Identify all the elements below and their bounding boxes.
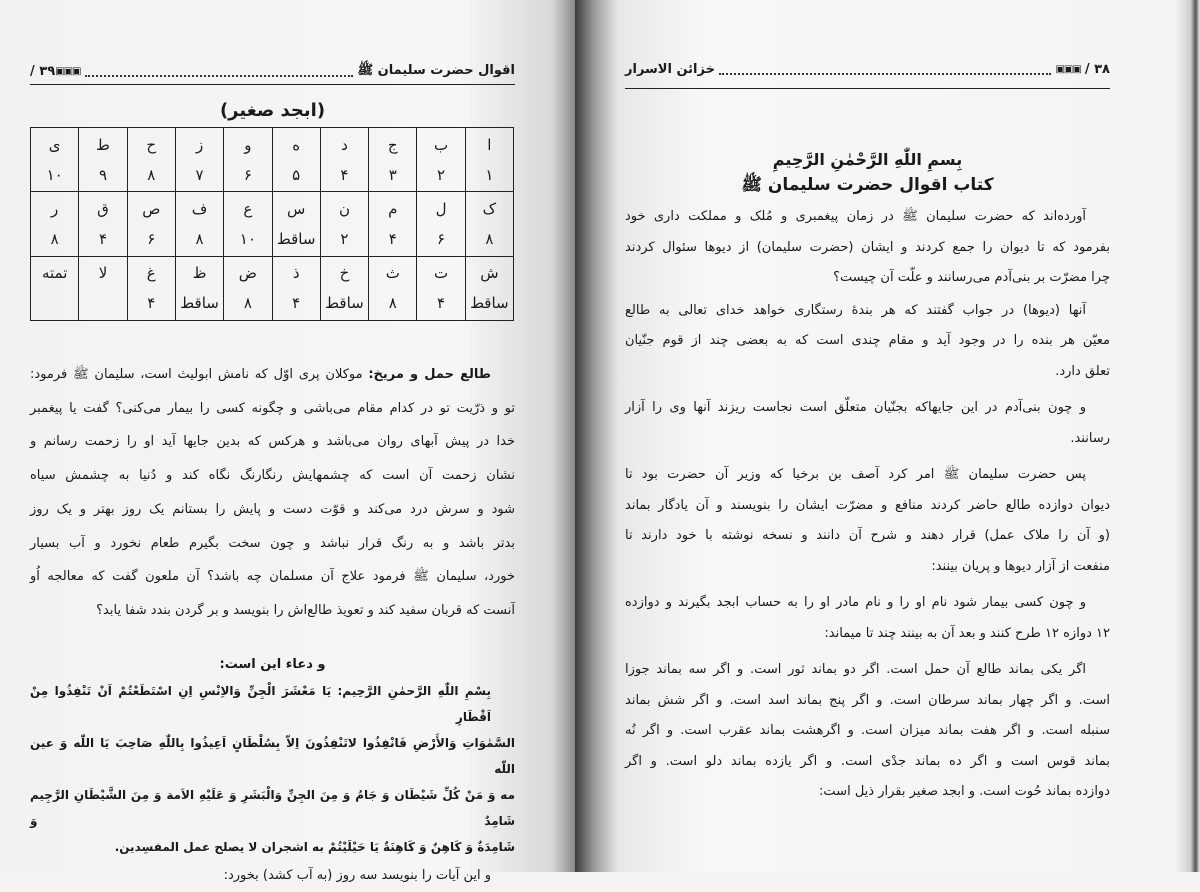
running-title: اقوال حضرت سلیمان ﷺ bbox=[357, 63, 515, 78]
text-line: آنها (دیوها) در جواب گفتند که هر بندهٔ رستگاری خواهد خدای تعالی به طالع bbox=[625, 302, 1086, 318]
paragraph-lead: طالع حمل و مریخ: bbox=[368, 367, 491, 382]
abjad-letter: س bbox=[287, 199, 306, 218]
abjad-letter: د bbox=[341, 135, 348, 154]
abjad-letter: ک bbox=[482, 199, 497, 218]
table-row bbox=[31, 128, 514, 192]
table-cell bbox=[31, 128, 79, 192]
table-cell bbox=[320, 256, 368, 320]
text-line: آورده‌اند که حضرت سلیمان ﷺ در زمان پیغمبری و مُلک و مملکت داری خود bbox=[625, 209, 1086, 224]
abjad-value: ۶ bbox=[147, 229, 156, 248]
abjad-value: ۶ bbox=[437, 229, 446, 248]
table-cell bbox=[272, 128, 320, 192]
dua-line: مه وَ مَنْ کُلِّ شَیْطَان وَ جَامُ وَ مِنَ الجِنِّ وَالْبَشَرِ وَ عَلَیْهِ الاَمة وَ مِنَ الشَّیْطَانِ الرَّجِیم شَامِدٌ وَ bbox=[30, 788, 515, 828]
text-line: رسانند. bbox=[1070, 430, 1110, 446]
table-cell bbox=[465, 128, 513, 192]
table-cell bbox=[465, 256, 513, 320]
abjad-value: ۱۰ bbox=[46, 165, 63, 184]
table-cell bbox=[417, 256, 465, 320]
table-cell bbox=[320, 192, 368, 256]
table-cell bbox=[224, 192, 272, 256]
paragraph bbox=[625, 296, 1110, 388]
text-line: اگر یکی بماند طالع آن حمل است. اگر دو بماند ثور است. و اگر سه بماند جوزا bbox=[625, 662, 1086, 677]
dua-line: بِسْمِ اللّٰهِ الرَّحمٰنِ الرَّحِیم: یَا مَعْشَرَ الْجِنِّ وَالاِنْسِ اِنِ اسْتَطَعْتُمْ اَنْ تَنْفِذُوا مِنْ اَقْطَارِ bbox=[30, 684, 491, 724]
page-number: ۳۸ / bbox=[1084, 62, 1110, 77]
text-line: تو و ذرّیت تو در کدام مقام می‌باشی و چگونه کسی را بیمار می‌کنی؟ گفت یا پیغمبر bbox=[30, 400, 515, 416]
text-line: بفرمود که تا دیوان را جمع کردند و ایشان (حضرت سلیمان) از دیوها سئوال کردند bbox=[625, 239, 1110, 255]
abjad-letter: ط bbox=[96, 135, 110, 154]
table-cell bbox=[369, 192, 417, 256]
abjad-letter: و bbox=[244, 135, 252, 154]
paragraph bbox=[625, 460, 1110, 582]
ornament-icon: ▣▣▣ bbox=[1055, 64, 1081, 75]
text-line: خدا در پیش آبهای روان می‌باشد و هرکس که بدین جایها آید او را زحمت رسانم و bbox=[30, 434, 515, 450]
table-cell bbox=[320, 128, 368, 192]
right-body-text bbox=[625, 202, 1110, 810]
table-cell bbox=[417, 192, 465, 256]
abjad-value: ۲ bbox=[340, 229, 349, 248]
text-line: پس حضرت سلیمان ﷺ امر کرد آصف بن برخیا که وزیر آن حضرت بود تا bbox=[625, 467, 1086, 482]
dua-intro: و دعاء این است: bbox=[219, 657, 326, 672]
abjad-value: ۴ bbox=[98, 229, 107, 248]
abjad-value: ۳ bbox=[388, 165, 397, 184]
text-line: خورد، سلیمان ﷺ فرمود علاج آن مسلمان چه باشد؟ آن ملعون گفت که معالجه اُو bbox=[30, 569, 515, 585]
abjad-value: ۸ bbox=[243, 294, 252, 313]
abjad-letter: خ bbox=[339, 264, 350, 283]
table-row bbox=[31, 256, 514, 320]
abjad-value: ۴ bbox=[340, 165, 349, 184]
text-line: بدتر باشد و به رنگ قرار نباشد و چون سخت بگیرم طعام نخورد و آب بسیار bbox=[30, 535, 515, 551]
text-line: منفعت از آزار دیوها و پریان بینند: bbox=[931, 558, 1110, 574]
text-line: شود و سرش درد می‌کند و قوّت دست و پایش را بستانم یک روز بهتر و یک روز bbox=[30, 501, 515, 517]
text-line: دوازده بماند حُوت است. و ابجد صغیر بقرار ذیل است: bbox=[819, 784, 1110, 799]
abjad-table bbox=[30, 127, 514, 321]
abjad-letter: ف bbox=[191, 199, 208, 218]
text-line: چرا مضرّت بر بنی‌آدم می‌رسانند و علّت آن چیست؟ bbox=[833, 270, 1110, 285]
abjad-letter: ظ bbox=[192, 264, 207, 283]
table-cell bbox=[127, 256, 175, 320]
table-cell bbox=[79, 256, 127, 320]
text-line: است. و اگر چهار بماند سرطان است. و اگر پنج بماند اسد است. و اگر شش بماند bbox=[625, 692, 1110, 708]
abjad-value: ۱۰ bbox=[239, 229, 256, 248]
abjad-value: ساقط bbox=[470, 294, 509, 313]
paragraph bbox=[625, 393, 1110, 454]
abjad-value: ۱ bbox=[485, 165, 494, 184]
text-line: و چون بنی‌آدم در این جایهاکه بجنّیان متعلّق است نجاست ریزند آنها وی را آزار bbox=[625, 400, 1086, 415]
chapter-title: کتاب اقوال حضرت سلیمان ﷺ bbox=[741, 175, 994, 195]
text-line: آنست که قربان سفید کند و تعویذ طالع‌اش را بنویسد و بر گردن بندد شفا یابد؟ bbox=[96, 602, 515, 618]
closing-line: و این آیات را بنویسد سه روز (به آب کشد) بخورد: bbox=[223, 868, 491, 883]
table-cell bbox=[127, 128, 175, 192]
left-running-header bbox=[30, 62, 515, 81]
text-line: و چون کسی بیمار شود نام او را و نام مادر او را به حساب ابجد بگیرند و دوازده bbox=[625, 595, 1086, 610]
abjad-value: ۸ bbox=[388, 294, 397, 313]
page-number: ۳۹ / bbox=[30, 64, 56, 79]
table-cell bbox=[79, 128, 127, 192]
abjad-value: ۷ bbox=[195, 165, 204, 184]
abjad-value: ۲ bbox=[437, 165, 446, 184]
abjad-letter: ب bbox=[433, 135, 449, 154]
abjad-value: ساقط bbox=[325, 294, 364, 313]
abjad-letter: ز bbox=[195, 135, 204, 154]
text-line: نشان زحمت آن است که چشمهایش رنگارنگ نگاه کند و دُنیا به چشمش سیاه bbox=[30, 468, 515, 484]
table-cell bbox=[369, 128, 417, 192]
text-line: موکلان پری اوّل که نامش ابولیث است، سلیمان ﷺ فرمود: bbox=[30, 367, 363, 382]
abjad-value: ۴ bbox=[437, 294, 446, 313]
abjad-letter: غ bbox=[146, 264, 156, 283]
abjad-value: ۵ bbox=[292, 165, 301, 184]
abjad-value: ۸ bbox=[147, 165, 156, 184]
table-cell bbox=[272, 256, 320, 320]
abjad-value: ۴ bbox=[147, 294, 156, 313]
paragraph bbox=[625, 588, 1110, 649]
abjad-letter: ی bbox=[48, 135, 61, 154]
table-cell bbox=[272, 192, 320, 256]
abjad-value: ۹ bbox=[98, 165, 107, 184]
text-line: ۱۲ دوازه ۱۲ طرح کنند و بعد آن به بینند چند تا میماند: bbox=[824, 625, 1110, 641]
table-title: (ابجد صغیر) bbox=[219, 100, 326, 121]
abjad-letter: ج bbox=[387, 135, 398, 154]
abjad-letter: ذ bbox=[292, 264, 300, 283]
abjad-letter: ر bbox=[51, 199, 59, 218]
paragraph bbox=[625, 655, 1110, 808]
dua-line: شَامِدَةٌ وَ کَاهِنٌ وَ کَاهِنَةٌ یَا حَیْلَیْتُمْ به اشجران لا یصلح عمل المفسِدین. bbox=[114, 840, 515, 854]
paragraph-talea-haml bbox=[30, 358, 515, 628]
basmala: بِسمِ اللّٰهِ الرَّحْمٰنِ الرَّحِیمِ bbox=[772, 150, 963, 169]
abjad-letter: لا bbox=[98, 264, 108, 283]
table-cell bbox=[369, 256, 417, 320]
text-line: بماند قوس است و اگر ده بماند جدْی است. و اگر یازده بماند دلو است. و اگر bbox=[625, 753, 1110, 769]
table-cell bbox=[127, 192, 175, 256]
dua-section bbox=[30, 652, 515, 892]
running-title: خزائن الاسرار bbox=[625, 62, 715, 77]
table-cell bbox=[175, 128, 223, 192]
table-cell bbox=[31, 192, 79, 256]
abjad-letter: ه bbox=[292, 135, 301, 154]
ornament-icon: ▣▣▣ bbox=[55, 66, 81, 77]
dot-leader bbox=[85, 67, 354, 77]
abjad-letter: ا bbox=[487, 135, 492, 154]
abjad-letter: ض bbox=[238, 264, 257, 283]
text-line: (و آن را ملاک عمل) قرار دهند و شرح آن دانند و نسخه نوشته با خود دارند تا bbox=[625, 528, 1110, 543]
abjad-value: ۴ bbox=[388, 229, 397, 248]
table-cell bbox=[175, 256, 223, 320]
left-page bbox=[0, 0, 575, 883]
abjad-letter: تمته bbox=[41, 264, 68, 283]
abjad-value: ساقط bbox=[180, 294, 219, 313]
text-line: دیوان دوازده طالع حاضر کردند منافع و مضرّت ایشان را بنویسند و آن یادگار بماند bbox=[625, 497, 1110, 513]
abjad-value: ۸ bbox=[195, 229, 204, 248]
table-cell bbox=[465, 192, 513, 256]
abjad-value bbox=[31, 288, 78, 318]
right-running-header bbox=[625, 62, 1110, 77]
paragraph bbox=[625, 202, 1110, 294]
dot-leader bbox=[719, 65, 1052, 75]
table-row bbox=[31, 192, 514, 256]
text-line: معیّن هر بنده را در وجود آید و مقام چندی است که به بعضی چند از قوم جنّیان bbox=[625, 333, 1110, 348]
table-cell bbox=[417, 128, 465, 192]
table-cell bbox=[224, 256, 272, 320]
abjad-letter: ع bbox=[243, 199, 253, 218]
abjad-letter: ث bbox=[385, 264, 400, 283]
abjad-letter: ن bbox=[338, 199, 350, 218]
abjad-value bbox=[79, 288, 126, 318]
text-line: تعلق دارد. bbox=[1055, 363, 1110, 379]
abjad-value: ۴ bbox=[292, 294, 301, 313]
text-line: سنبله است. و اگر هفت بماند میزان است. و اگرهشت بماند عقرب است. و اگر نُه bbox=[625, 723, 1110, 738]
table-cell bbox=[31, 256, 79, 320]
header-rule bbox=[625, 88, 1110, 89]
abjad-value: ساقط bbox=[276, 229, 316, 248]
abjad-letter: ل bbox=[435, 199, 447, 218]
abjad-letter: ش bbox=[480, 264, 499, 283]
table-cell bbox=[79, 192, 127, 256]
abjad-letter: م bbox=[388, 199, 398, 218]
abjad-value: ۶ bbox=[243, 165, 252, 184]
right-page bbox=[575, 0, 1200, 872]
abjad-letter: ص bbox=[142, 199, 161, 218]
abjad-letter: ق bbox=[97, 199, 109, 218]
table-cell bbox=[175, 192, 223, 256]
abjad-letter: ت bbox=[433, 264, 449, 283]
abjad-value: ۸ bbox=[50, 229, 59, 248]
table-cell bbox=[224, 128, 272, 192]
abjad-letter: ح bbox=[146, 135, 157, 154]
header-rule bbox=[30, 84, 515, 85]
dua-line: السَّمٰوَاتِ وَالأَرْضِ فَانْفِذُوا لاتَنْفِذُونَ اِلاّ بِسُلْطَانٍ اَعِیذُوا بِاللّٰهِ صَاحِبَ یَا اللّٰه وَ عین اللّٰه bbox=[30, 736, 515, 776]
abjad-value: ۸ bbox=[485, 229, 494, 248]
